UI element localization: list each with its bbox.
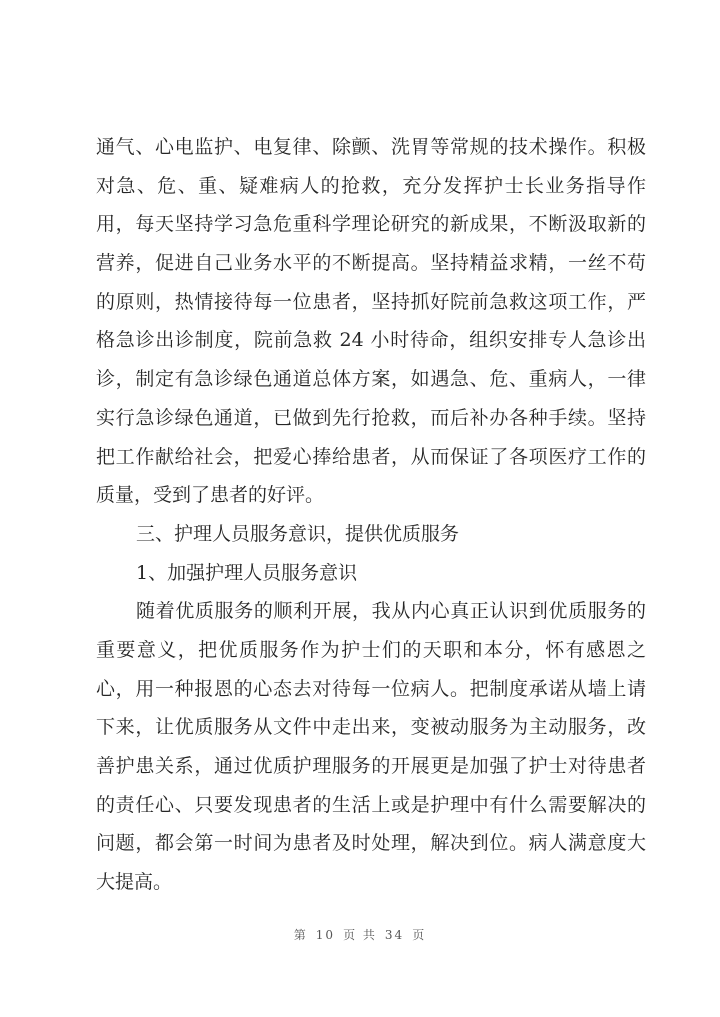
text-line: 善护患关系，通过优质护理服务的开展更是加强了护士对待患者 — [96, 755, 646, 777]
text-line: 诊，制定有急诊绿色通道总体方案，如遇急、危、重病人，一律 — [96, 368, 646, 391]
text-line: 通气、心电监护、电复律、除颤、洗胃等常规的技术操作。积极 — [96, 136, 646, 158]
text-line: 用，每天坚持学习急危重科学理论研究的新成果，不断汲取新的 — [96, 213, 646, 236]
page-number: 10 — [315, 928, 336, 942]
text-line: 问题，都会第一时间为患者及时处理，解决到位。病人满意度大 — [96, 832, 646, 855]
section-heading: 三、护理人员服务意识，提供优质服务 — [136, 522, 460, 545]
text-line: 对急、危、重、疑难病人的抢救，充分发挥护士长业务指导作 — [96, 174, 646, 197]
text-line: 下来，让优质服务从文件中走出来，变被动服务为主动服务，改 — [96, 716, 646, 739]
text-line: 的原则，热情接待每一位患者，坚持抓好院前急救这项工作，严 — [96, 290, 646, 313]
footer-middle: 页 共 — [343, 928, 377, 942]
footer-suffix: 页 — [412, 928, 427, 942]
text-line: 把工作献给社会，把爱心捧给患者，从而保证了各项医疗工作的 — [96, 445, 646, 468]
text-line: 随着优质服务的顺利开展，我从内心真正认识到优质服务的 — [136, 600, 646, 623]
text-line: 营养，促进自己业务水平的不断提高。坚持精益求精，一丝不苟 — [96, 252, 646, 275]
page-footer — [0, 926, 720, 943]
text-line: 质量，受到了患者的好评。 — [96, 484, 325, 507]
subsection-heading: 1、加强护理人员服务意识 — [136, 561, 358, 584]
text-line: 实行急诊绿色通道，已做到先行抢救，而后补办各种手续。坚持 — [96, 406, 646, 429]
text-line: 大提高。 — [96, 871, 173, 894]
page-total: 34 — [384, 928, 405, 942]
text-line: 心，用一种报恩的心态去对待每一位病人。把制度承诺从墙上请 — [96, 677, 646, 700]
text-line: 重要意义，把优质服务作为护士们的天职和本分，怀有感恩之 — [96, 638, 646, 661]
body-text — [96, 128, 646, 902]
text-line: 的责任心、只要发现患者的生活上或是护理中有什么需要解决的 — [96, 793, 646, 816]
text-line: 格急诊出诊制度，院前急救 24 小时待命，组织安排专人急诊出 — [96, 329, 646, 352]
footer-prefix: 第 — [293, 928, 308, 942]
